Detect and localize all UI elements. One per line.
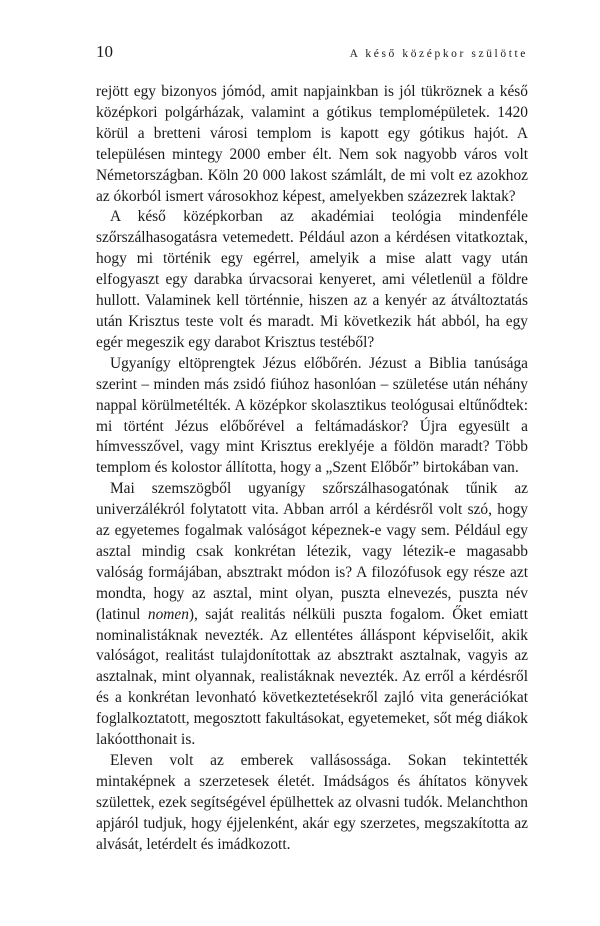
page-number: 10 — [96, 42, 113, 61]
book-page — [96, 42, 528, 856]
running-title: A késő középkor szülötte — [349, 48, 528, 60]
paragraph-4 — [96, 479, 528, 751]
page-header — [96, 42, 528, 64]
paragraph-4-part-1: Mai szemszögből ugyanígy szőrszálhasogatónak tűnik az univerzálékról folytatott vita. Abban arról a kérdésről volt szó, hogy az egyetemes fogalmak valóságot képeznek-e vagy sem. Például egy asztal mindig csak konkrétan létezik, vagy létezik-e magasabb valóság formájában, absztrakt módon is? A filozófusok egy része azt mondta, hogy az asztal, mint olyan, puszta elnevezés, puszta név (latinul — [96, 480, 528, 623]
paragraph-3: Ugyanígy eltöprengtek Jézus előbőrén. Jézust a Biblia tanúsága szerint – minden más zsidó fiúhoz hasonlóan – születése után néhány nappal körülmetélték. A középkor skolasztikus teológusai eltűnődtek: mi történt Jézus előbőrével a feltámadáskor? Újra egyesült a hímvesszővel, vagy mint Krisztus ereklyéje a földön maradt? Több templom és kolostor állította, hogy a „Szent Előbőr” birtokában van. — [96, 354, 528, 477]
paragraph-4-part-2: ), saját realitás nélküli puszta fogalom. Őket emiatt nominalistáknak nevezték. Az ellentétes álláspont képviselőit, akik valóságot, realitást tulajdonítottak az absztrakt asztalnak, vagyis az asztalnak, mint olyannak, realistáknak nevezték. Az erről a kérdésről és a konkrétan levonható következtetésekről zajló vita generációkat foglalkoztatott, megosztott fakultásokat, egyetemeket, sőt még diákok lakóotthonait is. — [96, 605, 528, 749]
paragraph-5: Eleven volt az emberek vallásossága. Sokan tekintették mintaképnek a szerzetesek életét. Imádságos és áhítatos könyvek születtek, ezek segítségével épülhettek az olvasni tudók. Melanchthon apjáról tudjuk, hogy éjjelenként, akár egy szerzetes, megszakította az alvását, letérdelt és imádkozott. — [96, 752, 528, 853]
body-text — [96, 82, 528, 856]
paragraph-2: A késő középkorban az akadémiai teológia mindenféle szőrszálhasogatásra vetemedett. Például azon a kérdésen vitatkoztak, hogy mi történik egy egérrel, amelyik a mise alatt vagy után elfogyaszt egy darabka úrvacsorai kenyeret, ami véletlenül a földre hullott. Valaminek kell történnie, hiszen az a kenyér az átváltoztatás után Krisztus teste volt és maradt. Mi következik hát abból, ha egy egér megeszik egy darabot Krisztus testéből? — [96, 208, 528, 351]
paragraph-1: rejött egy bizonyos jómód, amit napjainkban is jól tükröznek a késő középkori polgárházak, valamint a gótikus templomépületek. 1420 körül a bretteni városi templom is kapott egy gótikus hajót. A településen mintegy 2000 ember élt. Nem sok nagyobb város volt Németországban. Köln 20 000 lakost számlált, de mi volt ez azokhoz az ókorból ismert városokhoz képest, amelyekben százezrek laktak? — [96, 83, 528, 205]
latin-term: nomen — [147, 605, 189, 623]
